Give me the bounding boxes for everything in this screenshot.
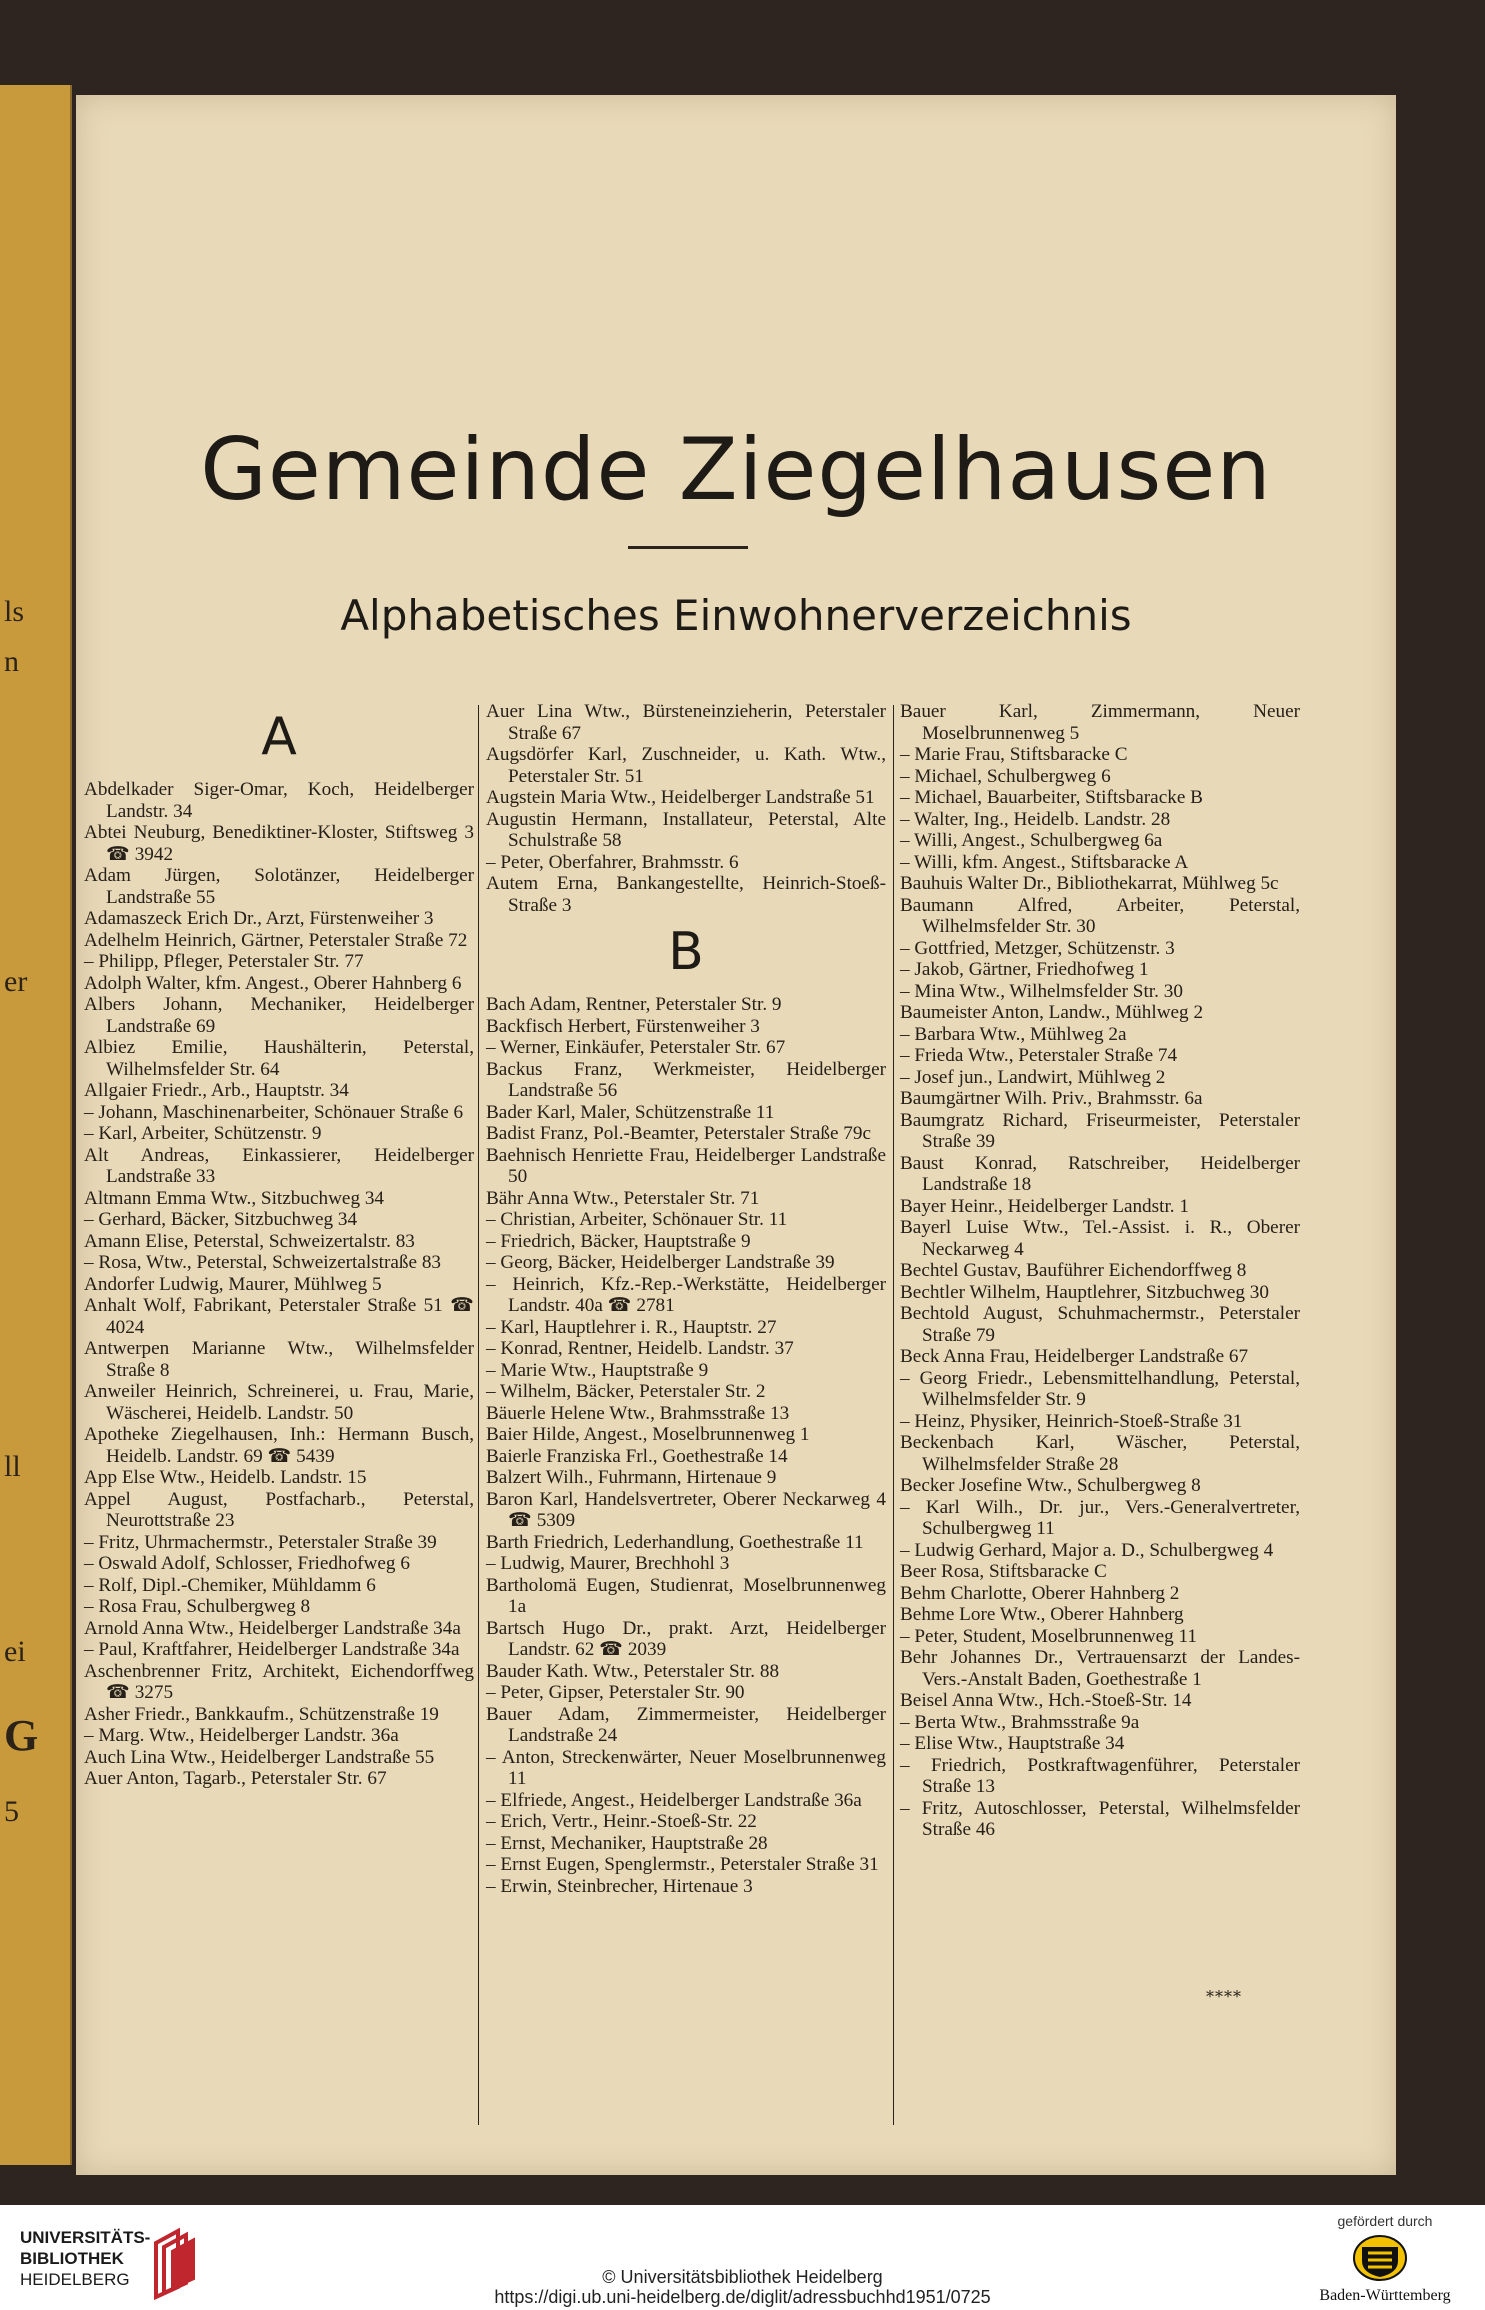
directory-entry: Andorfer Ludwig, Maurer, Mühlweg 5 <box>84 1273 382 1295</box>
directory-entry: Behme Lore Wtw., Oberer Hahnberg <box>900 1604 1184 1625</box>
entry-list <box>900 701 1300 1841</box>
directory-entry: App Else Wtw., Heidelb. Landstr. 15 <box>84 1467 367 1488</box>
directory-entry: Albers Johann, Mechaniker, Heidelberger Landstraße 69 <box>84 994 474 1037</box>
directory-entry: – Rosa, Wtw., Peterstal, Schweizertalstraße 83 <box>84 1252 442 1273</box>
prev-page-fragment: er <box>4 965 28 998</box>
directory-entry: – Josef jun., Landwirt, Mühlweg 2 <box>900 1066 1166 1088</box>
directory-entry: – Ludwig Gerhard, Major a. D., Schulbergweg 4 <box>900 1539 1274 1561</box>
directory-entry: Baumgärtner Wilh. Priv., Brahmsstr. 6a <box>900 1088 1203 1109</box>
funded-by-label: gefördert durch <box>1337 2213 1433 2229</box>
directory-entry: Anweiler Heinrich, Schreinerei, u. Frau, Marie, Wäscherei, Heidelb. Landstr. 50 <box>84 1381 474 1424</box>
directory-entry: Apotheke Ziegelhausen, Inh.: Hermann Busch, Heidelb. Landstr. 69 ☎ 5439 <box>84 1424 474 1467</box>
directory-entry: Auer Lina Wtw., Bürsteneinzieherin, Peterstaler Straße 67 <box>486 701 886 744</box>
directory-entry: – Barbara Wtw., Mühlweg 2a <box>900 1023 1127 1045</box>
directory-entry: Bach Adam, Rentner, Peterstaler Str. 9 <box>486 994 782 1015</box>
directory-entry: Bauhuis Walter Dr., Bibliothekarrat, Mühlweg 5c <box>900 873 1279 894</box>
directory-entry: Bauer Karl, Zimmermann, Neuer Moselbrunnenweg 5 <box>900 701 1300 744</box>
directory-entry: Abdelkader Siger-Omar, Koch, Heidelberger Landstr. 34 <box>84 779 474 822</box>
directory-entry: Bechtel Gustav, Bauführer Eichendorffweg 8 <box>900 1260 1247 1281</box>
directory-entry: – Jakob, Gärtner, Friedhofweg 1 <box>900 959 1149 980</box>
directory-entry: Beisel Anna Wtw., Hch.-Stoeß-Str. 14 <box>900 1690 1192 1711</box>
directory-entry: – Ludwig, Maurer, Brechhohl 3 <box>486 1553 730 1574</box>
directory-entry: Beckenbach Karl, Wäscher, Peterstal, Wilhelmsfelder Straße 28 <box>900 1432 1300 1475</box>
directory-entry: – Georg, Bäcker, Heidelberger Landstraße 39 <box>486 1252 835 1273</box>
directory-entry: – Marie Wtw., Hauptstraße 9 <box>486 1359 709 1381</box>
directory-entry: – Friedrich, Postkraftwagenführer, Peterstaler Straße 13 <box>900 1754 1300 1797</box>
directory-entry: Auch Lina Wtw., Heidelberger Landstraße 55 <box>84 1746 435 1768</box>
directory-entry: – Fritz, Uhrmachermstr., Peterstaler Straße 39 <box>84 1531 437 1553</box>
directory-entry: Asher Friedr., Bankkaufm., Schützenstraße 19 <box>84 1703 439 1725</box>
directory-entry: Alt Andreas, Einkassierer, Heidelberger Landstraße 33 <box>84 1144 474 1187</box>
directory-entry: Bechtold August, Schuhmachermstr., Peterstaler Straße 79 <box>900 1303 1300 1346</box>
directory-entry: Bader Karl, Maler, Schützenstraße 11 <box>486 1101 775 1123</box>
directory-entry: Behm Charlotte, Oberer Hahnberg 2 <box>900 1582 1180 1604</box>
directory-entry: Baumeister Anton, Landw., Mühlweg 2 <box>900 1002 1204 1023</box>
directory-entry: Arnold Anna Wtw., Heidelberger Landstraße 34a <box>84 1617 461 1639</box>
directory-entry: – Philipp, Pfleger, Peterstaler Str. 77 <box>84 951 364 972</box>
directory-entry: Antwerpen Marianne Wtw., Wilhelmsfelder Straße 8 <box>84 1338 474 1381</box>
directory-entry: – Gottfried, Metzger, Schützenstr. 3 <box>900 937 1175 959</box>
directory-entry: – Rolf, Dipl.-Chemiker, Mühldamm 6 <box>84 1574 376 1596</box>
directory-entry: Backfisch Herbert, Fürstenweiher 3 <box>486 1015 760 1037</box>
directory-entry: Adam Jürgen, Solotänzer, Heidelberger Landstraße 55 <box>84 865 474 908</box>
directory-entry: – Heinrich, Kfz.-Rep.-Werkstätte, Heidelberger Landstr. 40a ☎ 2781 <box>486 1273 886 1316</box>
directory-entry: – Anton, Streckenwärter, Neuer Moselbrunnenweg 11 <box>486 1746 886 1789</box>
directory-entry: Auer Anton, Tagarb., Peterstaler Str. 67 <box>84 1768 387 1789</box>
directory-entry: – Werner, Einkäufer, Peterstaler Str. 67 <box>486 1037 786 1058</box>
directory-entry: Backus Franz, Werkmeister, Heidelberger Landstraße 56 <box>486 1058 886 1101</box>
viewer-footer <box>0 2205 1485 2310</box>
section-letter-a: A <box>261 707 297 767</box>
baden-wuerttemberg-crest-icon <box>1350 2233 1410 2283</box>
directory-entry: Anhalt Wolf, Fabrikant, Peterstaler Straße 51 ☎ 4024 <box>84 1295 474 1338</box>
column-separator <box>893 705 894 2125</box>
directory-entry: – Michael, Bauarbeiter, Stiftsbaracke B <box>900 787 1203 808</box>
directory-entry: Aschenbrenner Fritz, Architekt, Eichendorffweg ☎ 3275 <box>84 1660 474 1703</box>
entry-list <box>486 994 886 1897</box>
directory-entry: – Willi, Angest., Schulbergweg 6a <box>900 830 1163 851</box>
directory-entry: Baron Karl, Handelsvertreter, Oberer Neckarweg 4 ☎ 5309 <box>486 1488 886 1531</box>
directory-entry: Adelhelm Heinrich, Gärtner, Peterstaler Straße 72 <box>84 929 468 951</box>
directory-entry: Behr Johannes Dr., Vertrauensarzt der Landes-Vers.-Anstalt Baden, Goethestraße 1 <box>900 1647 1300 1690</box>
column-separator <box>478 705 479 2125</box>
directory-entry: Bauder Kath. Wtw., Peterstaler Str. 88 <box>486 1660 780 1682</box>
directory-entry: Becker Josefine Wtw., Schulbergweg 8 <box>900 1475 1201 1496</box>
entry-list <box>486 701 886 916</box>
directory-entry: Baumann Alfred, Arbeiter, Peterstal, Wilhelmsfelder Str. 30 <box>900 894 1300 937</box>
directory-entry: Balzert Wilh., Fuhrmann, Hirtenaue 9 <box>486 1467 777 1488</box>
section-letter-b: B <box>668 922 704 982</box>
directory-entry: Adamaszeck Erich Dr., Arzt, Fürstenweiher 3 <box>84 908 434 929</box>
directory-entry: Autem Erna, Bankangestellte, Heinrich-Stoeß-Straße 3 <box>486 873 886 916</box>
directory-entry: – Fritz, Autoschlosser, Peterstal, Wilhelmsfelder Straße 46 <box>900 1797 1300 1840</box>
library-name-line: UNIVERSITÄTS- <box>20 2228 151 2247</box>
directory-entry: – Karl, Hauptlehrer i. R., Hauptstr. 27 <box>486 1316 777 1338</box>
directory-entry: – Friedrich, Bäcker, Hauptstraße 9 <box>486 1230 751 1252</box>
directory-entry: – Peter, Oberfahrer, Brahmsstr. 6 <box>486 851 739 873</box>
directory-entry: – Karl Wilh., Dr. jur., Vers.-Generalvertreter, Schulbergweg 11 <box>900 1496 1300 1539</box>
directory-entry: – Michael, Schulbergweg 6 <box>900 765 1111 787</box>
directory-entry: Bauer Adam, Zimmermeister, Heidelberger Landstraße 24 <box>486 1703 886 1746</box>
prev-page-fragment: ll <box>4 1450 21 1483</box>
title-rule <box>628 546 748 549</box>
directory-entry: – Willi, kfm. Angest., Stiftsbaracke A <box>900 851 1189 873</box>
directory-entry: Bähr Anna Wtw., Peterstaler Str. 71 <box>486 1187 760 1209</box>
directory-entry: Bäuerle Helene Wtw., Brahmsstraße 13 <box>486 1402 790 1424</box>
previous-page-edge <box>0 85 72 2165</box>
copyright-text: © Universitätsbibliothek Heidelberg <box>602 2267 883 2287</box>
directory-entry: – Heinz, Physiker, Heinrich-Stoeß-Straße 31 <box>900 1410 1243 1432</box>
directory-page <box>76 95 1396 2175</box>
directory-entry: – Elise Wtw., Hauptstraße 34 <box>900 1733 1125 1754</box>
directory-entry: Bartholomä Eugen, Studienrat, Moselbrunnenweg 1a <box>486 1574 886 1617</box>
directory-entry: – Rosa Frau, Schulbergweg 8 <box>84 1596 311 1617</box>
directory-entry: – Walter, Ing., Heidelb. Landstr. 28 <box>900 808 1171 830</box>
end-mark: **** <box>1206 1987 1242 2006</box>
directory-entry: – Marg. Wtw., Heidelberger Landstr. 36a <box>84 1725 399 1746</box>
directory-entry: – Oswald Adolf, Schlosser, Friedhofweg 6 <box>84 1553 410 1574</box>
directory-entry: – Konrad, Rentner, Heidelb. Landstr. 37 <box>486 1338 794 1359</box>
directory-entry: Bechtler Wilhelm, Hauptlehrer, Sitzbuchweg 30 <box>900 1281 1269 1303</box>
library-name-line: BIBLIOTHEK <box>20 2249 124 2268</box>
directory-entry: – Christian, Arbeiter, Schönauer Str. 11 <box>486 1209 788 1230</box>
directory-entry: – Berta Wtw., Brahmsstraße 9a <box>900 1711 1140 1733</box>
directory-entry: Appel August, Postfacharb., Peterstal, Neurottstraße 23 <box>84 1488 474 1531</box>
directory-entry: – Johann, Maschinenarbeiter, Schönauer Straße 6 <box>84 1101 464 1123</box>
directory-entry: Baumgratz Richard, Friseurmeister, Peterstaler Straße 39 <box>900 1109 1300 1152</box>
directory-entry: Adolph Walter, kfm. Angest., Oberer Hahnberg 6 <box>84 972 462 994</box>
document-url[interactable]: https://digi.ub.uni-heidelberg.de/diglit/adressbuchhd1951/0725 <box>494 2287 991 2307</box>
directory-entry: – Ernst, Mechaniker, Hauptstraße 28 <box>486 1832 768 1854</box>
directory-entry: – Ernst Eugen, Spenglermstr., Peterstaler Straße 31 <box>486 1854 879 1875</box>
directory-entry: Altmann Emma Wtw., Sitzbuchweg 34 <box>84 1187 385 1209</box>
directory-column-3 <box>900 701 1300 1841</box>
directory-entry: Bayerl Luise Wtw., Tel.-Assist. i. R., Oberer Neckarweg 4 <box>900 1217 1300 1260</box>
directory-entry: – Karl, Arbeiter, Schützenstr. 9 <box>84 1123 322 1144</box>
directory-entry: – Mina Wtw., Wilhelmsfelder Str. 30 <box>900 980 1183 1002</box>
directory-entry: Baier Hilde, Angest., Moselbrunnenweg 1 <box>486 1424 810 1445</box>
directory-entry: Barth Friedrich, Lederhandlung, Goethestraße 11 <box>486 1531 864 1553</box>
directory-entry: Baehnisch Henriette Frau, Heidelberger Landstraße 50 <box>486 1144 886 1187</box>
directory-entry: Bartsch Hugo Dr., prakt. Arzt, Heidelberger Landstr. 62 ☎ 2039 <box>486 1617 886 1660</box>
funder-name: Baden-Württemberg <box>1319 2287 1451 2304</box>
page-title: Gemeinde Ziegelhausen <box>200 420 1272 520</box>
directory-entry: Badist Franz, Pol.-Beamter, Peterstaler Straße 79c <box>486 1123 872 1144</box>
prev-page-fragment: ls <box>4 595 25 628</box>
directory-entry: – Frieda Wtw., Peterstaler Straße 74 <box>900 1045 1178 1066</box>
directory-entry: – Marie Frau, Stiftsbaracke C <box>900 744 1128 765</box>
directory-entry: – Peter, Student, Moselbrunnenweg 11 <box>900 1625 1197 1647</box>
prev-page-fragment: G <box>4 1711 39 1760</box>
directory-entry: Augstein Maria Wtw., Heidelberger Landstraße 51 <box>486 787 875 808</box>
directory-entry: – Gerhard, Bäcker, Sitzbuchweg 34 <box>84 1209 358 1230</box>
directory-entry: – Erwin, Steinbrecher, Hirtenaue 3 <box>486 1875 753 1897</box>
directory-entry: Albiez Emilie, Haushälterin, Peterstal, Wilhelmsfelder Str. 64 <box>84 1037 474 1080</box>
prev-page-fragment: 5 <box>4 1795 19 1828</box>
directory-entry: Augustin Hermann, Installateur, Peterstal, Alte Schulstraße 58 <box>486 808 886 851</box>
directory-entry: – Erich, Vertr., Heinr.-Stoeß-Str. 22 <box>486 1811 757 1832</box>
directory-column-1 <box>84 701 474 1790</box>
directory-entry: Abtei Neuburg, Benediktiner-Kloster, Stiftsweg 3 ☎ 3942 <box>84 822 474 865</box>
directory-entry: Baierle Franziska Frl., Goethestraße 14 <box>486 1445 788 1467</box>
directory-entry: Baust Konrad, Ratschreiber, Heidelberger Landstraße 18 <box>900 1152 1300 1195</box>
directory-entry: – Georg Friedr., Lebensmittelhandlung, Peterstal, Wilhelmsfelder Str. 9 <box>900 1367 1300 1410</box>
entry-list <box>84 779 474 1790</box>
directory-entry: Augsdörfer Karl, Zuschneider, u. Kath. Wtw., Peterstaler Str. 51 <box>486 744 886 787</box>
directory-entry: – Paul, Kraftfahrer, Heidelberger Landstraße 34a <box>84 1639 460 1660</box>
directory-entry: Bayer Heinr., Heidelberger Landstr. 1 <box>900 1195 1189 1217</box>
directory-entry: – Wilhelm, Bäcker, Peterstaler Str. 2 <box>486 1381 766 1402</box>
prev-page-fragment: ei <box>4 1635 26 1668</box>
directory-column-2 <box>486 701 886 1897</box>
directory-entry: Allgaier Friedr., Arb., Hauptstr. 34 <box>84 1080 349 1101</box>
directory-entry: Amann Elise, Peterstal, Schweizertalstr. 83 <box>84 1230 415 1252</box>
directory-entry: – Peter, Gipser, Peterstaler Str. 90 <box>486 1682 745 1703</box>
prev-page-fragment: n <box>4 645 19 678</box>
page-subtitle: Alphabetisches Einwohnerverzeichnis <box>340 591 1132 640</box>
directory-entry: Beer Rosa, Stiftsbaracke C <box>900 1561 1107 1582</box>
library-name-line: HEIDELBERG <box>20 2270 130 2289</box>
directory-entry: Beck Anna Frau, Heidelberger Landstraße 67 <box>900 1346 1249 1367</box>
directory-entry: – Elfriede, Angest., Heidelberger Landstraße 36a <box>486 1789 862 1811</box>
